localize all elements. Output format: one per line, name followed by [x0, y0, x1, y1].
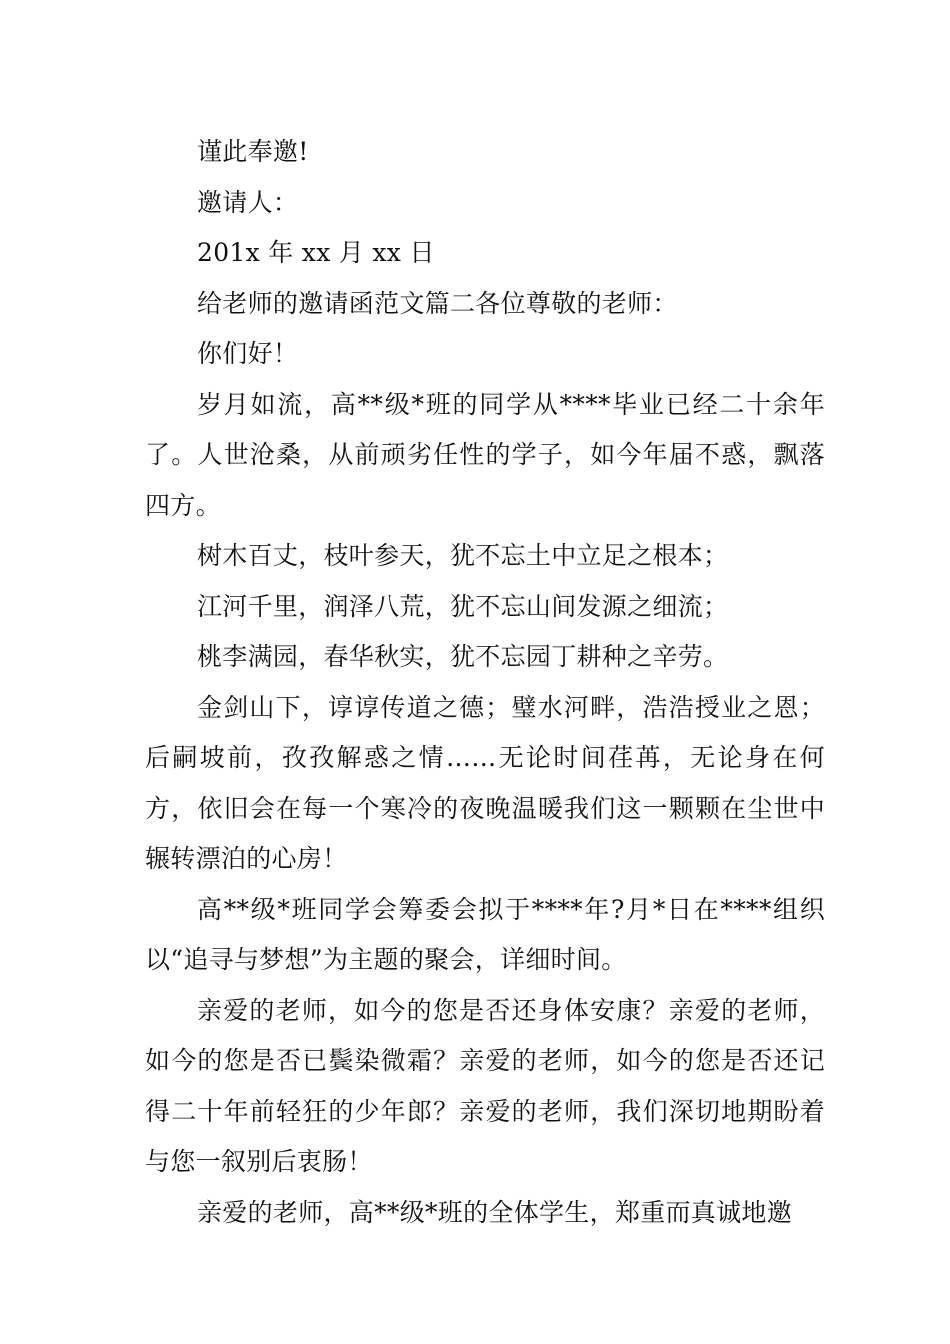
- section-heading: 给老师的邀请函范文篇二各位尊敬的老师：: [197, 288, 678, 318]
- closing-line: 谨此奉邀!: [197, 137, 309, 166]
- body-paragraph: 高**级*班同学会筹委会拟于****年?月*日在****组织以“追寻与梦想”为主题的聚会，详细时间。: [145, 894, 825, 974]
- body-paragraph: 亲爱的老师，如今的您是否还身体安康？亲爱的老师，如今的您是否已鬓染微霜？亲爱的老师，如今的您是否还记得二十年前轻狂的少年郎？亲爱的老师，我们深切地期盼着与您一叙别后衷肠！: [145, 995, 825, 1176]
- body-paragraph: 树木百丈，枝叶参天，犹不忘土中立足之根本；: [197, 541, 729, 570]
- date-line: 201x 年 xx 月 xx 日: [197, 238, 435, 267]
- inviter-line: 邀请人：: [197, 187, 299, 217]
- body-paragraph: 江河千里，润泽八荒，犹不忘山间发源之细流；: [197, 591, 729, 621]
- document-body: [145, 127, 825, 1238]
- greeting-line: 你们好！: [197, 339, 299, 368]
- body-paragraph: 亲爱的老师，高**级*班的全体学生，郑重而真诚地邀: [197, 1197, 793, 1227]
- body-paragraph: 岁月如流，高**级*班的同学从****毕业已经二十余年了。人世沧桑，从前顽劣任性的学子，如今年届不惑，飘落四方。: [145, 389, 825, 520]
- body-paragraph: 金剑山下，谆谆传道之德；璧水河畔，浩浩授业之恩；后嗣坡前，孜孜解惑之情……无论时间荏苒，无论身在何方，依旧会在每一个寒冷的夜晚温暖我们这一颗颗在尘世中辗转漂泊的心房！: [145, 692, 825, 873]
- body-paragraph: 桃李满园，春华秋实，犹不忘园丁耕种之辛劳。: [197, 642, 729, 671]
